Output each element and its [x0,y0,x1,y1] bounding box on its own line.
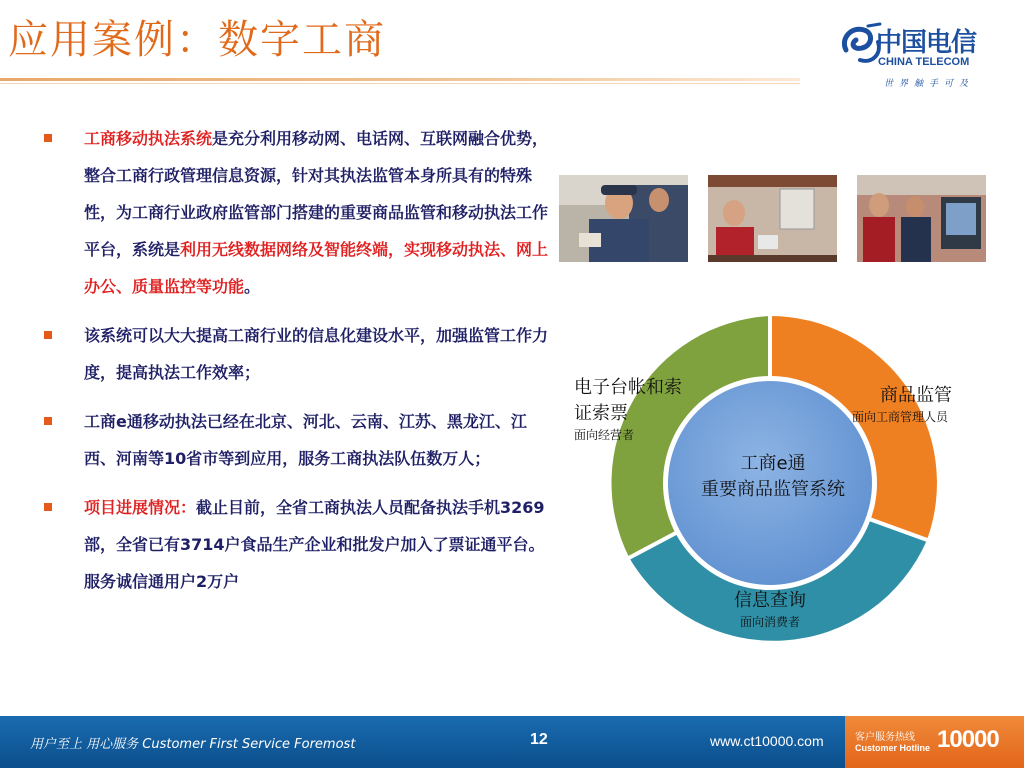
segment-label-goods [850,383,970,425]
bullet-square-icon [44,503,52,511]
page-number: 12 [530,731,548,748]
bullet-text-run: 工商e通移动执法已经在北京、河北、云南、江苏、黑龙江、江西、河南等10省市等到应用，服务工商执法队伍数万人； [84,412,527,468]
bullet-item [44,120,549,305]
bullet-text-run: 截止目前，全省工商执法人员配备执法手机3269部，全省已有3714户食品生产企业和批发户加入了票证通平台。服务诚信通用户2万户 [84,498,545,591]
hotline-label-cn: 客户服务热线 [855,732,915,743]
segment-subtitle: 面向消费者 [739,615,800,629]
bullet-text-run: 工商移动执法系统 [84,129,213,148]
segment-subtitle: 面向工商管理人员 [852,410,949,424]
title-underline-thin [0,83,800,84]
bullet-item [44,489,549,600]
segment-title: 信息查询 [734,590,806,611]
bullet-text-run: 。 [244,277,261,296]
bullet-text-run: 项目进展情况： [84,498,197,517]
center-label-line1: 工商e通 [740,453,806,474]
system-donut-diagram [574,313,952,653]
segment-label-query [710,588,830,630]
segment-subtitle: 面向经营者 [574,428,635,442]
segment-title: 商品监管 [880,385,952,406]
china-telecom-logo [838,18,1008,98]
bullet-square-icon [44,134,52,142]
segment-title: 电子台帐和索证索票 [574,377,682,424]
photo-shopkeeper-counter [708,175,837,262]
segment-label-ledger [574,375,694,443]
bullet-list [44,120,549,612]
photo-officer-with-phone [559,175,688,262]
bullet-text-run: 是充分利用移动网、电话网、互联网融合优势，整合工商行政管理信息资源，针对其执法监管本身所具有的特殊性，为工商行业政府监管部门搭建的重要商品监管和移动执法工作平台，系统是 [84,129,549,259]
donut-center-label [688,451,858,503]
slide-title: 应用案例：数字工商 [8,17,386,63]
logo-english-name: CHINA TELECOM [878,56,970,68]
photo-kiosk-terminal [857,175,986,262]
bullet-item [44,403,549,477]
footer-hotline-band [845,716,1024,768]
footer-bar [0,716,1024,768]
logo-slogan: 世界触手可及 [884,79,975,89]
footer-slogan: 用户至上 用心服务 Customer First Service Foremost [30,737,356,752]
title-underline [0,78,800,81]
hotline-label-en: Customer Hotline [855,743,931,753]
hotline-number: 10000 [937,726,999,753]
bullet-item [44,317,549,391]
bullet-square-icon [44,331,52,339]
footer-blue-band [0,716,845,768]
center-label-line2: 重要商品监管系统 [701,479,845,500]
bullet-text-run: 利用无线数据网络及智能终端，实现移动执法、网上办公、质量监控等功能 [84,240,549,296]
logo-chinese-name: 中国电信 [876,28,977,58]
bullet-text-run: 该系统可以大大提高工商行业的信息化建设水平，加强监管工作力度，提高执法工作效率； [84,326,549,382]
bullet-square-icon [44,417,52,425]
footer-website: www.ct10000.com [710,733,824,749]
